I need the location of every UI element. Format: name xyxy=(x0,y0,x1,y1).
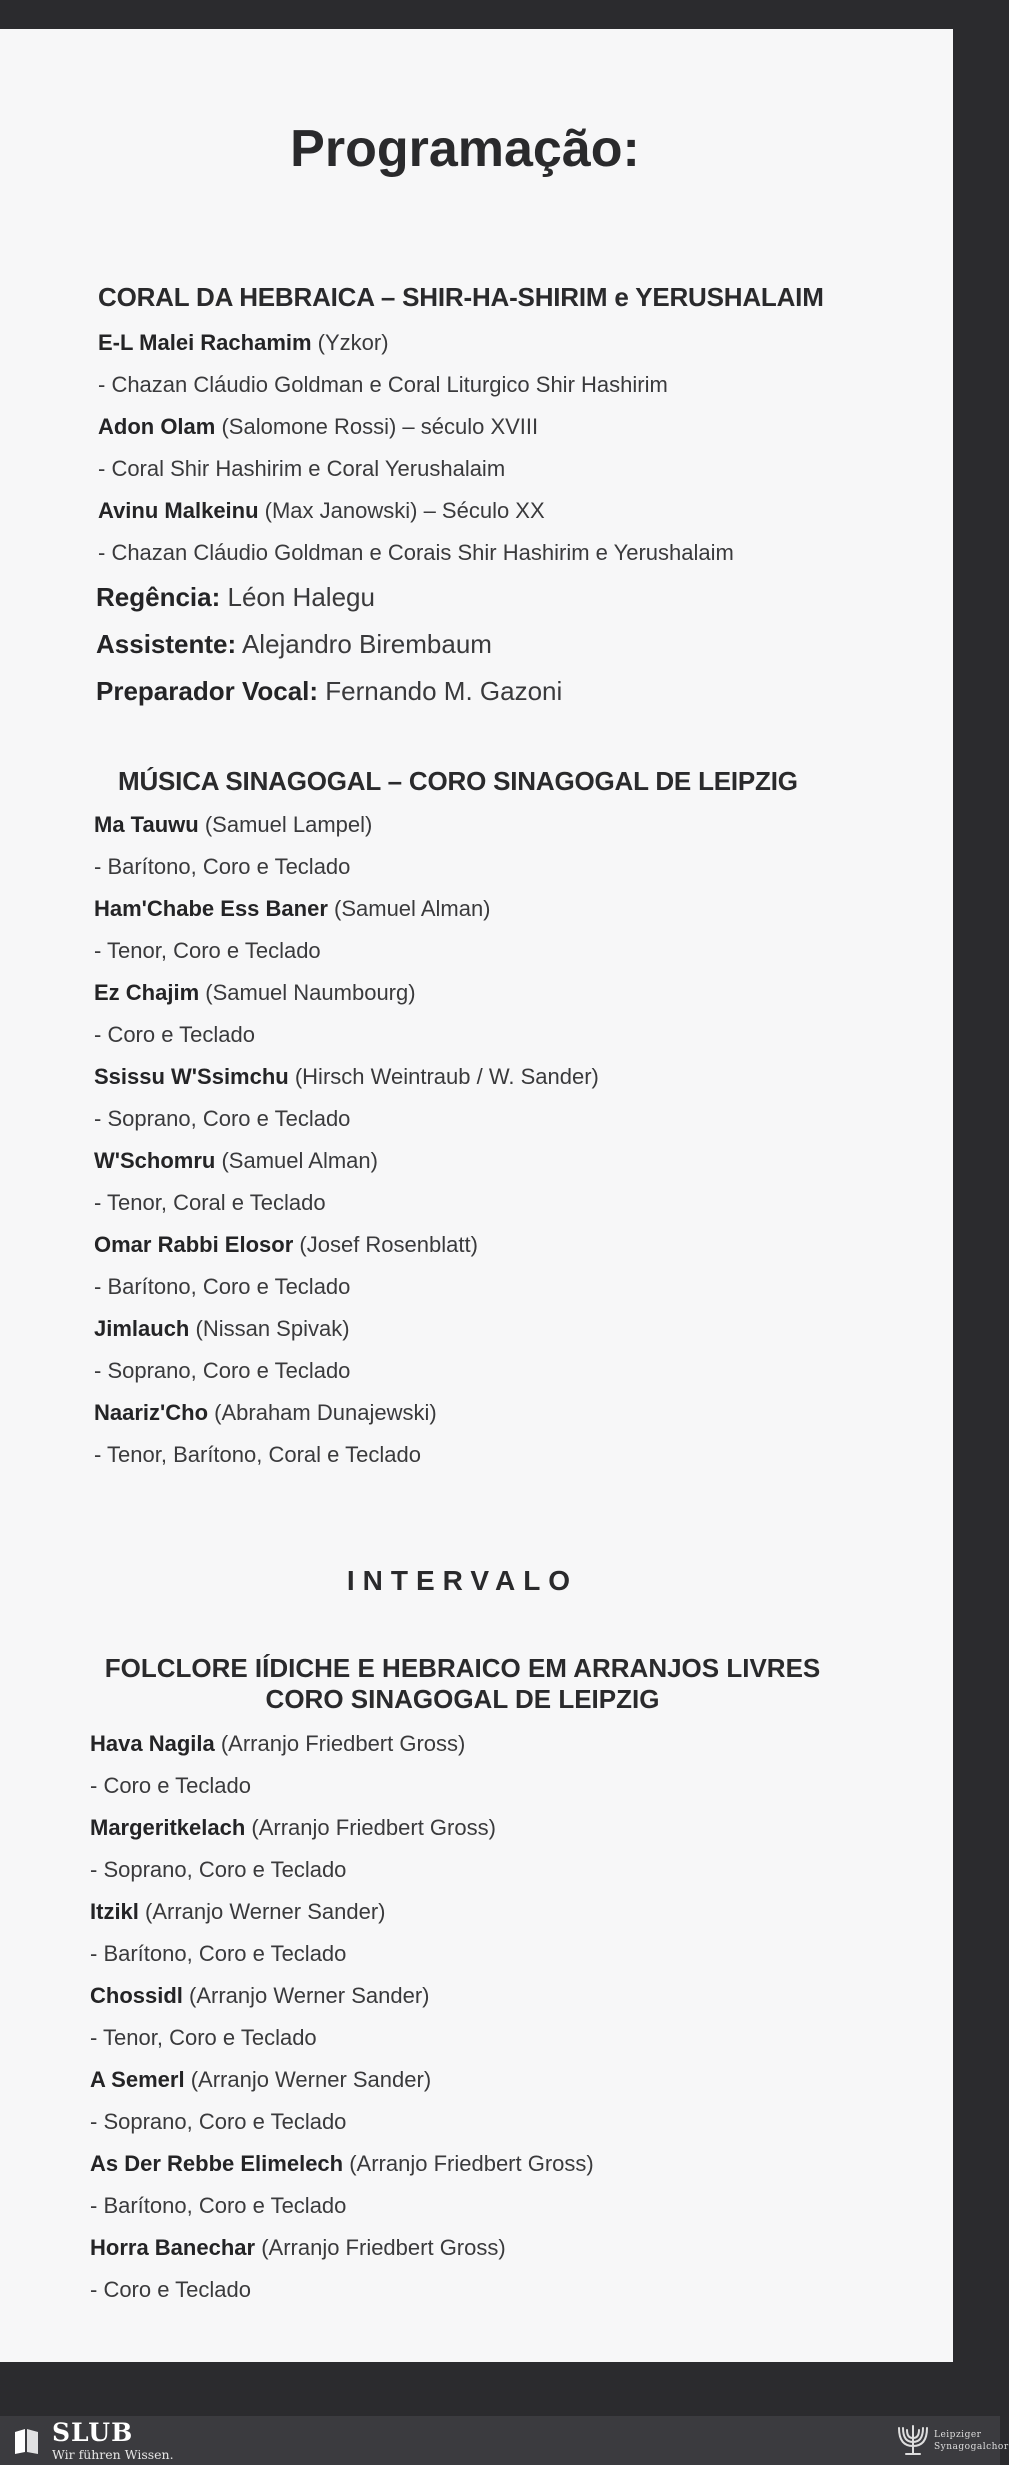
piece-title: As Der Rebbe Elimelech xyxy=(90,2151,344,2176)
program-item xyxy=(94,980,416,1006)
program-item xyxy=(94,1148,378,1174)
footer-bar xyxy=(0,2416,1009,2465)
piece-detail: (Hirsch Weintraub / W. Sander) xyxy=(288,1064,599,1089)
program-item xyxy=(90,1983,429,2009)
piece-title: Naariz'Cho xyxy=(94,1400,209,1425)
piece-detail: (Arranjo Werner Sander) xyxy=(184,2067,432,2092)
piece-title: Jimlauch xyxy=(94,1316,190,1341)
program-item xyxy=(94,1400,437,1426)
credit-assistant xyxy=(96,629,492,660)
performers-line: - Coro e Teclado xyxy=(90,1773,252,1798)
piece-title: E-L Malei Rachamim xyxy=(98,330,312,355)
piece-detail: (Arranjo Friedbert Gross) xyxy=(214,1731,466,1756)
document-page xyxy=(0,29,953,2362)
performers-line: - Tenor, Barítono, Coral e Teclado xyxy=(94,1442,421,1467)
section-heading-line: CORO SINAGOGAL DE LEIPZIG xyxy=(265,1684,660,1714)
piece-title: Avinu Malkeinu xyxy=(98,498,259,523)
page-title: Programação: xyxy=(290,120,640,178)
slub-tagline: Wir führen Wissen. xyxy=(52,2447,174,2462)
program-item xyxy=(90,1731,465,1757)
program-item xyxy=(90,1899,385,1925)
piece-title: Omar Rabbi Elosor xyxy=(94,1232,294,1257)
piece-title: W'Schomru xyxy=(94,1148,216,1173)
piece-title: Horra Banechar xyxy=(90,2235,256,2260)
performers-line: - Coro e Teclado xyxy=(94,1022,256,1047)
performers-line: - Coro e Teclado xyxy=(90,2277,252,2302)
credit-vocal-coach xyxy=(96,676,562,707)
piece-title: Itzikl xyxy=(90,1899,139,1924)
piece-detail: (Nissan Spivak) xyxy=(189,1316,350,1341)
intermission-heading: INTERVALO xyxy=(346,1565,579,1596)
credit-person: Alejandro Birembaum xyxy=(236,629,492,659)
piece-detail: (Samuel Naumbourg) xyxy=(199,980,416,1005)
performers-line: - Chazan Cláudio Goldman e Corais Shir Hashirim e Yerushalaim xyxy=(98,540,734,565)
menorah-icon xyxy=(896,2420,930,2460)
piece-title: Chossidl xyxy=(90,1983,183,2008)
performers-line: - Tenor, Coro e Teclado xyxy=(94,938,321,963)
piece-title: Margeritkelach xyxy=(90,1815,246,1840)
piece-title: A Semerl xyxy=(90,2067,185,2092)
credit-conductor xyxy=(96,582,375,613)
performers-line: - Soprano, Coro e Teclado xyxy=(90,1857,347,1882)
program-item xyxy=(90,1815,496,1841)
program-item xyxy=(90,2151,594,2177)
program-item xyxy=(90,2067,431,2093)
piece-detail: (Arranjo Werner Sander) xyxy=(182,1983,430,2008)
section-heading-coral-hebraica: CORAL DA HEBRAICA – SHIR-HA-SHIRIM e YERUSHALAIM xyxy=(98,282,824,312)
program-item xyxy=(94,812,372,838)
piece-detail: (Yzkor) xyxy=(311,330,389,355)
partner-name xyxy=(934,2429,1009,2453)
piece-title: Ssissu W'Ssimchu xyxy=(94,1064,289,1089)
program-item xyxy=(90,2235,506,2261)
program-item xyxy=(98,414,538,440)
performers-line: - Soprano, Coro e Teclado xyxy=(90,2109,347,2134)
section-heading-folclore xyxy=(0,1653,925,1715)
partner-name-line: Leipziger xyxy=(934,2430,982,2440)
performers-line: - Soprano, Coro e Teclado xyxy=(94,1358,351,1383)
performers-line: - Barítono, Coro e Teclado xyxy=(90,1941,347,1966)
piece-detail: (Samuel Alman) xyxy=(327,896,491,921)
partner-name-line: Synagogalchor xyxy=(934,2442,1009,2452)
slub-logo-text: SLUB xyxy=(52,2418,134,2447)
performers-line: - Tenor, Coral e Teclado xyxy=(94,1190,326,1215)
program-item xyxy=(94,896,491,922)
program-item xyxy=(94,1064,599,1090)
piece-title: Ham'Chabe Ess Baner xyxy=(94,896,328,921)
piece-title: Ma Tauwu xyxy=(94,812,199,837)
performers-line: - Coral Shir Hashirim e Coral Yerushalaim xyxy=(98,456,506,481)
program-item xyxy=(98,498,545,524)
performers-line: - Barítono, Coro e Teclado xyxy=(90,2193,347,2218)
piece-detail: (Samuel Lampel) xyxy=(198,812,373,837)
credit-role: Preparador Vocal: xyxy=(96,676,319,706)
piece-title: Ez Chajim xyxy=(94,980,200,1005)
program-item xyxy=(94,1316,350,1342)
piece-detail: (Arranjo Friedbert Gross) xyxy=(343,2151,594,2176)
section-heading-line: FOLCLORE IÍDICHE E HEBRAICO EM ARRANJOS LIVRES xyxy=(104,1653,821,1683)
section-heading-musica-sinagogal: MÚSICA SINAGOGAL – CORO SINAGOGAL DE LEIPZIG xyxy=(118,766,798,796)
slub-book-icon xyxy=(12,2426,42,2456)
piece-detail: (Arranjo Friedbert Gross) xyxy=(245,1815,496,1840)
performers-line: - Chazan Cláudio Goldman e Coral Liturgico Shir Hashirim xyxy=(98,372,668,397)
performers-line: - Tenor, Coro e Teclado xyxy=(90,2025,317,2050)
performers-line: - Barítono, Coro e Teclado xyxy=(94,1274,351,1299)
credit-role: Assistente: xyxy=(96,629,237,659)
piece-title: Adon Olam xyxy=(98,414,216,439)
piece-detail: (Arranjo Friedbert Gross) xyxy=(255,2235,506,2260)
credit-person: Léon Halegu xyxy=(220,582,375,612)
performers-line: - Soprano, Coro e Teclado xyxy=(94,1106,351,1131)
piece-detail: (Josef Rosenblatt) xyxy=(293,1232,478,1257)
piece-detail: (Samuel Alman) xyxy=(215,1148,378,1173)
piece-detail: (Max Janowski) – Século XX xyxy=(258,498,545,523)
credit-role: Regência: xyxy=(96,582,221,612)
program-item xyxy=(98,330,389,356)
performers-line: - Barítono, Coro e Teclado xyxy=(94,854,351,879)
piece-detail: (Abraham Dunajewski) xyxy=(208,1400,437,1425)
credit-person: Fernando M. Gazoni xyxy=(318,676,563,706)
program-item xyxy=(94,1232,478,1258)
piece-title: Hava Nagila xyxy=(90,1731,215,1756)
piece-detail: (Salomone Rossi) – século XVIII xyxy=(215,414,539,439)
piece-detail: (Arranjo Werner Sander) xyxy=(138,1899,386,1924)
